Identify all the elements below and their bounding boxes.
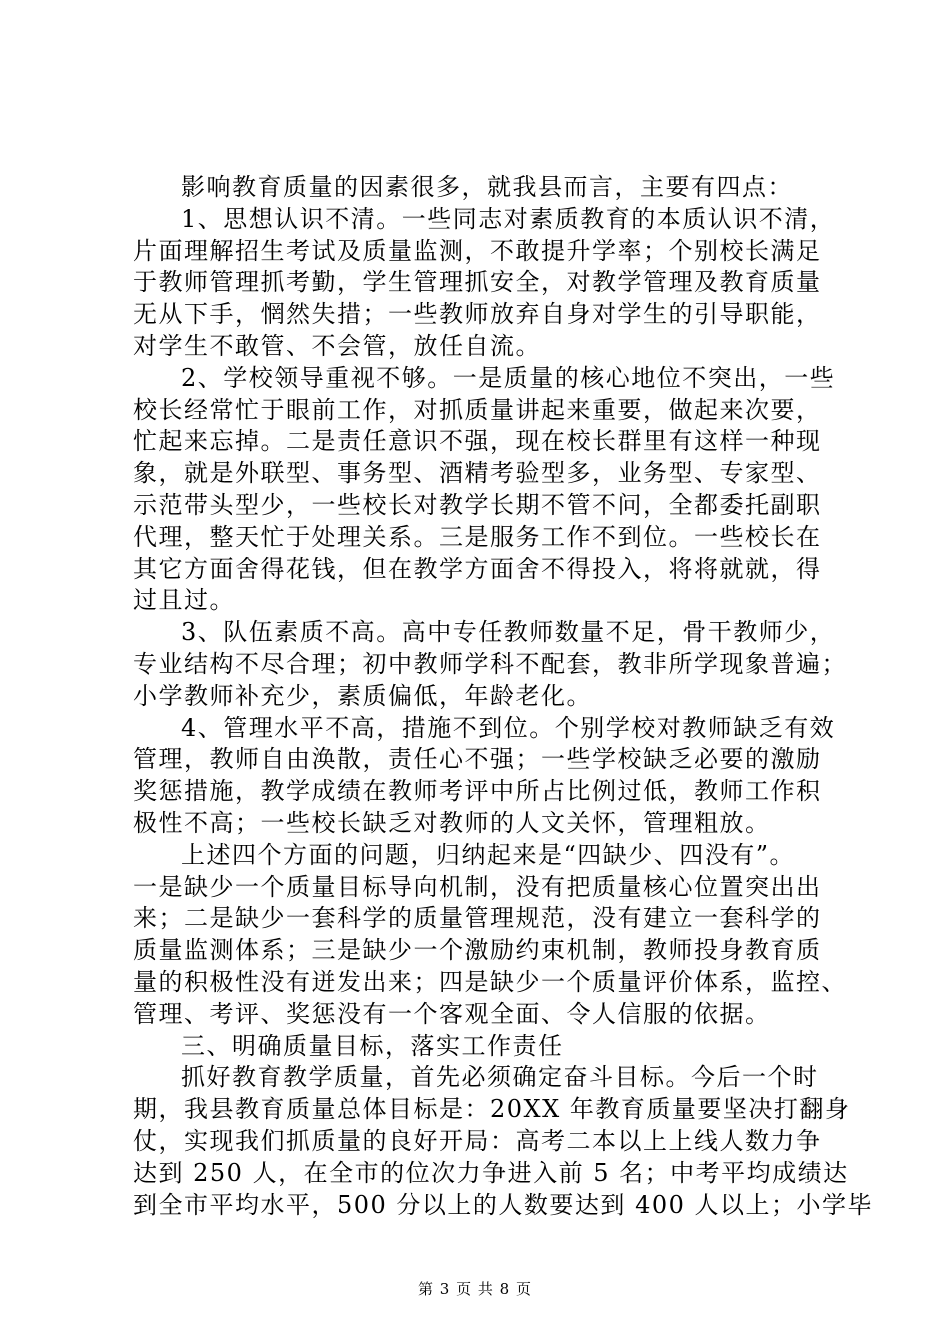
text-line: 专业结构不尽合理；初中教师学科不配套，教非所学现象普遍； [133,649,847,678]
document-body [133,172,874,1221]
page-footer: 第 3 页 共 8 页 [418,1280,532,1298]
text-line: 量的积极性没有迸发出来；四是缺少一个质量评价体系，监控、 [133,967,847,996]
text-line: 于教师管理抓考勤，学生管理抓安全，对教学管理及教育质量 [133,268,822,297]
text-line: 管理，教师自由涣散，责任心不强；一些学校缺乏必要的激励 [133,745,822,774]
text-line: 过且过。 [133,586,235,615]
text-line: 其它方面舍得花钱，但在教学方面舍不得投入，将将就就，得 [133,554,822,583]
text-line: 无从下手，惘然失措；一些教师放弃自身对学生的引导职能， [133,300,822,329]
text-line: 3、队伍素质不高。高中专任教师数量不足，骨干教师少， [181,618,836,647]
text-line: 校长经常忙于眼前工作，对抓质量讲起来重要，做起来次要， [133,395,822,424]
text-line: 小学教师补充少，素质偏低，年龄老化。 [133,681,592,710]
text-line: 来；二是缺少一套科学的质量管理规范，没有建立一套科学的 [133,904,822,933]
text-line: 上述四个方面的问题，归纳起来是“四缺少、四没有”。 [181,840,796,869]
text-line: 影响教育质量的因素很多，就我县而言，主要有四点： [181,173,793,201]
text-line: 一是缺少一个质量目标导向机制，没有把质量核心位置突出出 [133,872,822,901]
text-line: 到全市平均水平，500 分以上的人数要达到 400 人以上；小学毕 [133,1190,874,1219]
text-line: 抓好教育教学质量，首先必须确定奋斗目标。今后一个时 [181,1063,819,1092]
text-line: 忙起来忘掉。二是责任意识不强，现在校长群里有这样一种现 [133,427,822,456]
text-line: 4、管理水平不高，措施不到位。个别学校对教师缺乏有效 [181,713,836,742]
text-line: 象，就是外联型、事务型、酒精考验型多，业务型、专家型、 [133,459,822,488]
text-line: 期，我县教育质量总体目标是：20XX 年教育质量要坚决打翻身 [133,1095,851,1124]
text-line: 1、思想认识不清。一些同志对素质教育的本质认识不清， [181,204,836,233]
text-line: 三、明确质量目标，落实工作责任 [181,1031,564,1060]
text-line: 代理，整天忙于处理关系。三是服务工作不到位。一些校长在 [133,522,822,551]
text-line: 奖惩措施，教学成绩在教师考评中所占比例过低，教师工作积 [133,777,822,806]
text-line: 达到 250 人，在全市的位次力争进入前 5 名；中考平均成绩达 [133,1158,849,1187]
text-line: 片面理解招生考试及质量监测，不敢提升学率；个别校长满足 [133,236,822,265]
text-line: 质量监测体系；三是缺少一个激励约束机制，教师投身教育质 [133,936,822,965]
text-line: 仗，实现我们抓质量的良好开局：高考二本以上上线人数力争 [133,1126,822,1155]
text-line: 对学生不敢管、不会管，放任自流。 [133,331,541,360]
text-line: 极性不高；一些校长缺乏对教师的人文关怀，管理粗放。 [133,808,771,837]
text-line: 2、学校领导重视不够。一是质量的核心地位不突出，一些 [181,363,836,392]
text-line: 示范带头型少，一些校长对教学长期不管不问，全都委托副职 [133,490,822,519]
text-line: 管理、考评、奖惩没有一个客观全面、令人信服的依据。 [133,999,771,1028]
